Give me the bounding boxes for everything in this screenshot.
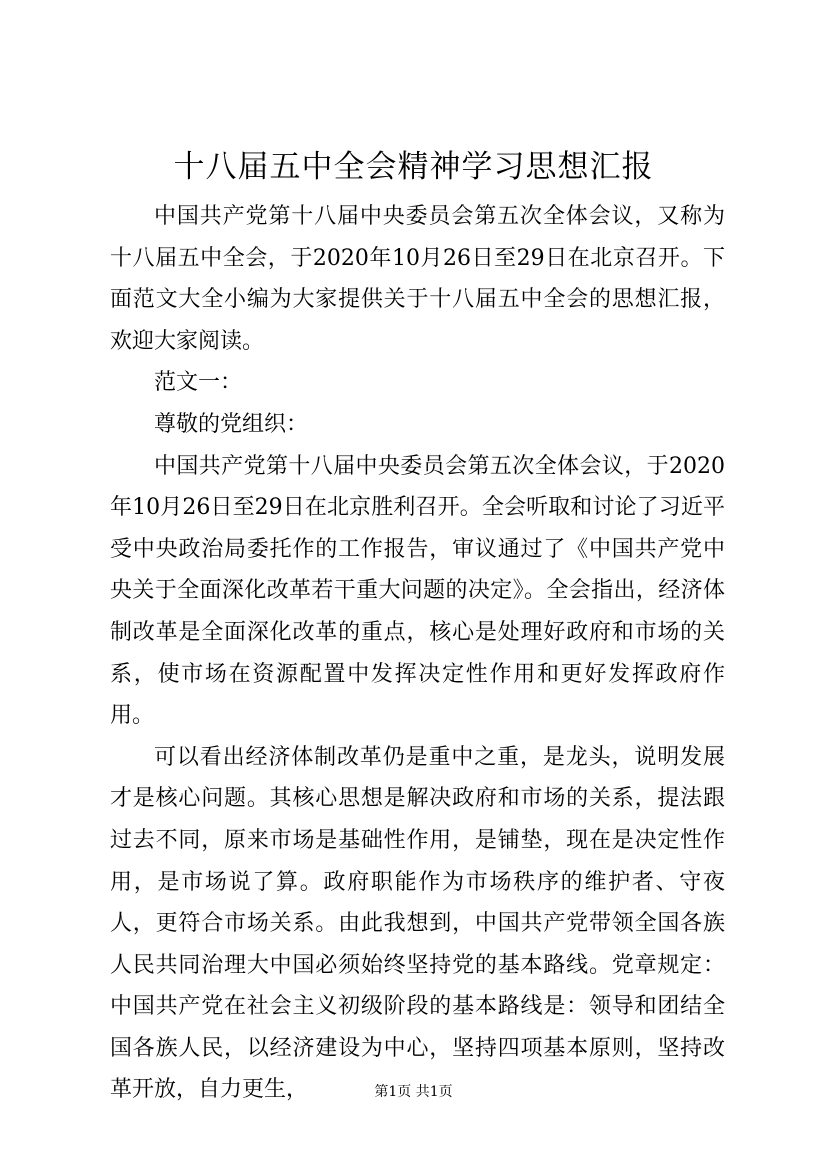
body-paragraph: 可以看出经济体制改革仍是重中之重，是龙头，说明发展才是核心问题。其核心思想是解决政府和市场的关系，提法跟过去不同，原来市场是基础性作用，是铺垫，现在是决定性作用，是市场说了算。政府职能作为市场秩序的维护者、守夜人，更符合市场关系。由此我想到，中国共产党带领全国各族人民共同治理大中国必须始终坚持党的基本路线。党章规定：中国共产党在社会主义初级阶段的基本路线是：领导和团结全国各族人民，以经济建设为中心，坚持四项基本原则，坚持改革开放，自力更生， (110, 744, 725, 1103)
salutation: 尊敬的党组织： (154, 411, 309, 437)
section-heading: 范文一： (154, 370, 243, 396)
document-body (110, 196, 725, 1111)
body-paragraph: 中国共产党第十八届中央委员会第五次全体会议，于2020年10月26日至29日在北京胜利召开。全会听取和讨论了习近平受中央政治局委托作的工作报告，审议通过了《中国共产党中央关于全面深化改革若干重大问题的决定》。全会指出，经济体制改革是全面深化改革的重点，核心是处理好政府和市场的关系，使市场在资源配置中发挥决定性作用和更好发挥政府作用。 (110, 453, 725, 729)
intro-paragraph: 中国共产党第十八届中央委员会第五次全体会议，又称为十八届五中全会，于2020年10月26日至29日在北京召开。下面范文大全小编为大家提供关于十八届五中全会的思想汇报，欢迎大家阅读。 (110, 204, 725, 354)
document-title: 十八届五中全会精神学习思想汇报 (173, 149, 654, 185)
page-footer: 第1页 共1页 (374, 1084, 453, 1100)
